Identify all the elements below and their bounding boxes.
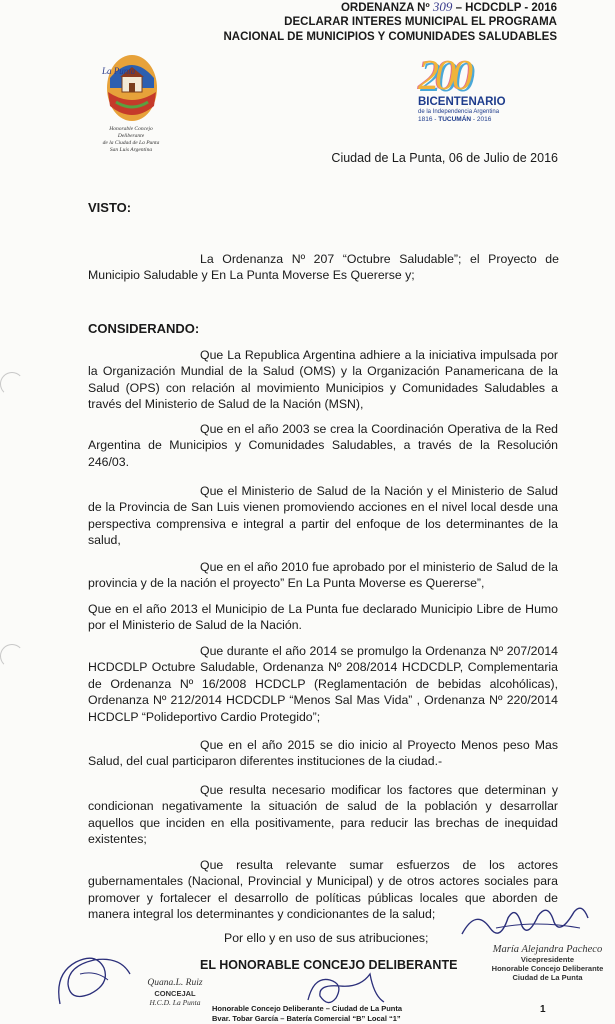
closing-text: Por ello y en uso de sus atribuciones; — [224, 931, 429, 945]
ordinance-title: ORDENANZA Nº 309 – HCDCDLP - 2016 — [340, 0, 557, 14]
logo-script-text: La Punta — [102, 66, 136, 76]
hole-punch-mark — [0, 644, 24, 668]
bicentenario-title: BICENTENARIO — [418, 96, 506, 108]
document-date: Ciudad de La Punta, 06 de Julio de 2016 — [331, 151, 558, 165]
bicentenario-line1: de la Independencia Argentina — [418, 109, 500, 115]
ordinance-subtitle-2: NACIONAL DE MUNICIPIOS Y COMUNIDADES SALUDABLES — [223, 31, 557, 43]
council-logo — [96, 48, 166, 154]
ordinance-number: 309 — [432, 0, 453, 14]
considerando-paragraph: Que resulta relevante sumar esfuerzos de los actores gubernamentales (Nacional, Provincial y Municipal) y de otros actores sociales para promover y fortalecer el desarrollo de políticas públicas locales que aborden de manera integral los determinantes y condicionantes de la salud; — [88, 858, 558, 922]
bicentenario-logo — [418, 54, 538, 124]
hole-punch-mark — [0, 372, 24, 396]
considerando-paragraph: Que en el año 2013 el Municipio de La Punta fue declarado Municipio Libre de Humo por el Ministerio de Salud de la Nación. — [88, 602, 558, 633]
considerando-paragraph: Que en el año 2010 fue aprobado por el ministerio de Salud de la provincia y de la nación el proyecto” En La Punta Moverse es Quererse”, — [88, 560, 558, 591]
considerando-paragraph: Que en el año 2003 se crea la Coordinación Operativa de la Red Argentina de Municipios y Comunidades Saludables, a través de la Resolución 246/03. — [88, 422, 558, 469]
signature-right — [456, 898, 596, 946]
bicentenario-number: 200 — [418, 53, 469, 99]
considerando-paragraph: Que durante el año 2014 se promulgo la Ordenanza Nº 207/2014 HCDCDLP Octubre Saludable, Ordenanza Nº 208/2014 HCDCDLP, Complementaria de Ordenanza Nº 16/2008 HCDCLP (Reglamentación de bebidas alcohólicas), Ordenanza Nº 212/2014 HCDCDLP “Menos Sal Mas Vida” , Ordenanza Nº 220/2014 HCDCLP “Polideportivo Cardio Protegido”; — [88, 644, 558, 724]
footer-line-1: Honorable Concejo Deliberante – Ciudad de La Punta — [212, 1004, 403, 1013]
visto-text: La Ordenanza Nº 207 “Octubre Saludable”; el Proyecto de Municipio Saludable y En La Punta Moverse Es Quererse y; — [88, 252, 559, 283]
considerando-paragraph: Que en el año 2015 se dio inicio al Proyecto Menos peso Mas Salud, del cual participaron diferentes instituciones de la ciudad.- — [88, 738, 558, 769]
concejal-stamp: Quana.L. Ruiz CONCEJAL H.C.D. La Punta — [147, 978, 203, 1007]
visto-label: VISTO: — [88, 200, 132, 215]
considerando-paragraph: Que resulta necesario modificar los factores que determinan y condicionan negativamente la situación de salud de la población y desarrollar aquellos que inciden en ella positivamente, para reducir las brechas de inequidad existentes; — [88, 783, 558, 847]
council-heading: EL HONORABLE CONCEJO DELIBERANTE — [200, 958, 458, 972]
considerando-paragraph: Que La Republica Argentina adhiere a la iniciativa impulsada por la Organización Mundial de la Salud (OMS) y la Organización Panamericana de la Salud (OPS) con relación al movimiento Municipios y Comunidades Saludables a través del Ministerio de Salud de la Nación (MSN), — [88, 348, 558, 412]
egg-emblem-icon — [102, 48, 162, 124]
signatory-stamp-right: María Alejandra Pacheco Vicepresidente Honorable Concejo Deliberante Ciudad de La Punta — [491, 944, 604, 982]
ordinance-subtitle-1: DECLARAR INTERES MUNICIPAL EL PROGRAMA — [284, 16, 557, 28]
logo-caption: Honorable Concejo Deliberante de la Ciudad de La Punta San Luis Argentina — [102, 126, 160, 153]
considerando-label: CONSIDERANDO: — [88, 321, 200, 336]
bicentenario-line2: 1816 - TUCUMÁN - 2016 — [418, 116, 492, 123]
footer-line-2: Bvar. Tobar García – Batería Comercial “B” Local “1” — [212, 1014, 401, 1023]
page-number: 1 — [540, 1004, 546, 1015]
considerando-paragraph: Que el Ministerio de Salud de la Nación y el Ministerio de Salud de la Provincia de San Luis vienen promoviendo acciones en el nivel local desde una perspectiva comprensiva e integral a partir del enfoque de los determinantes de la salud, — [88, 484, 558, 548]
